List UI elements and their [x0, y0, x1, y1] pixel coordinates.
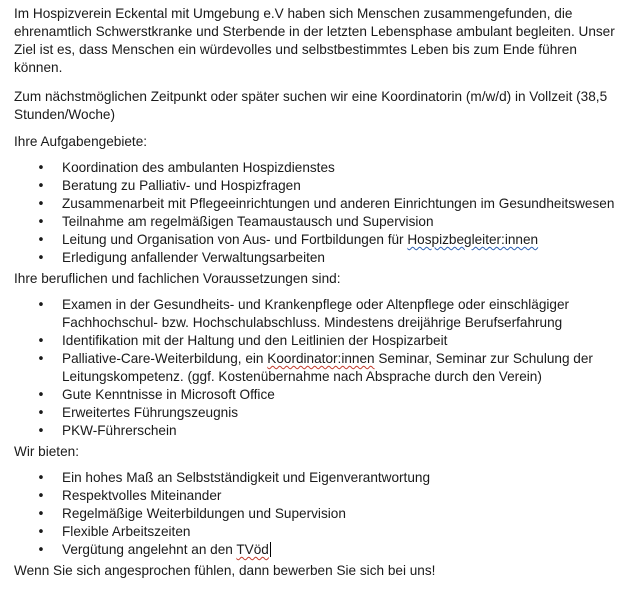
list-item: • Regelmäßige Weiterbildungen und Supervision — [14, 505, 615, 523]
bullet-icon — [36, 505, 46, 524]
list-item: • Gute Kenntnisse in Microsoft Office — [14, 386, 615, 404]
spellcheck-flagged-word[interactable]: Koordinator:innen — [267, 351, 375, 366]
list-item: • Ein hohes Maß an Selbstständigkeit und Eigenverantwortung — [14, 469, 615, 487]
bullet-icon — [36, 177, 46, 196]
list-item: • Leitung und Organisation von Aus- und Fortbildungen für Hospizbegleiter:innen — [14, 231, 615, 249]
text-cursor — [270, 542, 271, 557]
tasks-heading: Ihre Aufgabengebiete: — [14, 134, 148, 149]
bullet-icon — [36, 350, 46, 369]
list-item: • Teilnahme am regelmäßigen Teamaustausch und Supervision — [14, 213, 615, 231]
list-item: • Koordination des ambulanten Hospizdienstes — [14, 159, 615, 177]
list-item: • Erledigung anfallender Verwaltungsarbeiten — [14, 249, 615, 267]
spellcheck-flagged-word[interactable]: TVöd — [236, 542, 269, 557]
offer-heading: Wir bieten: — [14, 444, 79, 459]
tasks-list — [14, 159, 615, 267]
list-item: • Flexible Arbeitszeiten — [14, 523, 615, 541]
bullet-icon — [36, 296, 46, 315]
bullet-icon — [36, 541, 46, 560]
list-item: • Examen in der Gesundheits- und Krankenpflege oder Altenpflege oder einschlägiger Fachhochschul- bzw. Hochschulabschluss. Mindestens dreijährige Berufserfahrung — [14, 296, 615, 332]
list-item: • PKW-Führerschein — [14, 422, 615, 440]
bullet-icon — [36, 332, 46, 351]
bullet-icon — [36, 487, 46, 506]
bullet-icon — [36, 213, 46, 232]
list-item: • Respektvolles Miteinander — [14, 487, 615, 505]
bullet-icon — [36, 523, 46, 542]
bullet-icon — [36, 422, 46, 441]
job-offer-paragraph: Zum nächstmöglichen Zeitpunkt oder später suchen wir eine Koordinatorin (m/w/d) in Vollzeit (38,5 Stunden/Woche) — [14, 89, 608, 122]
spellcheck-flagged-word[interactable]: Hospizbegleiter:innen — [407, 232, 539, 247]
bullet-icon — [36, 469, 46, 488]
list-item: • Vergütung angelehnt an den TVöd — [14, 541, 615, 559]
intro-paragraph: Im Hospizverein Eckental mit Umgebung e.V haben sich Menschen zusammengefunden, die ehrenamtlich Schwerstkranke und Sterbende in der letzten Lebensphase ambulant begleiten. Unser Ziel ist es, dass Menschen ein würdevolles und selbstbestimmtes Leben bis zum Ende führen können. — [14, 6, 615, 75]
offer-list — [14, 469, 615, 559]
bullet-icon — [36, 159, 46, 178]
list-item: • Palliative-Care-Weiterbildung, ein Koordinator:innen Seminar, Seminar zur Schulung der Leitungskompetenz. (ggf. Kostenübernahme nach Absprache durch den Verein) — [14, 350, 615, 386]
list-item: • Beratung zu Palliativ- und Hospizfragen — [14, 177, 615, 195]
bullet-icon — [36, 231, 46, 250]
bullet-icon — [36, 249, 46, 268]
bullet-icon — [36, 404, 46, 423]
list-item: • Zusammenarbeit mit Pflegeeinrichtungen und anderen Einrichtungen im Gesundheitswesen — [14, 195, 615, 213]
requirements-list — [14, 296, 615, 440]
list-item: • Identifikation mit der Haltung und den Leitlinien der Hospizarbeit — [14, 332, 615, 350]
bullet-icon — [36, 386, 46, 405]
list-item: • Erweitertes Führungszeugnis — [14, 404, 615, 422]
bullet-icon — [36, 195, 46, 214]
closing-paragraph: Wenn Sie sich angesprochen fühlen, dann bewerben Sie sich bei uns! — [14, 563, 436, 578]
requirements-heading: Ihre beruflichen und fachlichen Voraussetzungen sind: — [14, 271, 341, 286]
